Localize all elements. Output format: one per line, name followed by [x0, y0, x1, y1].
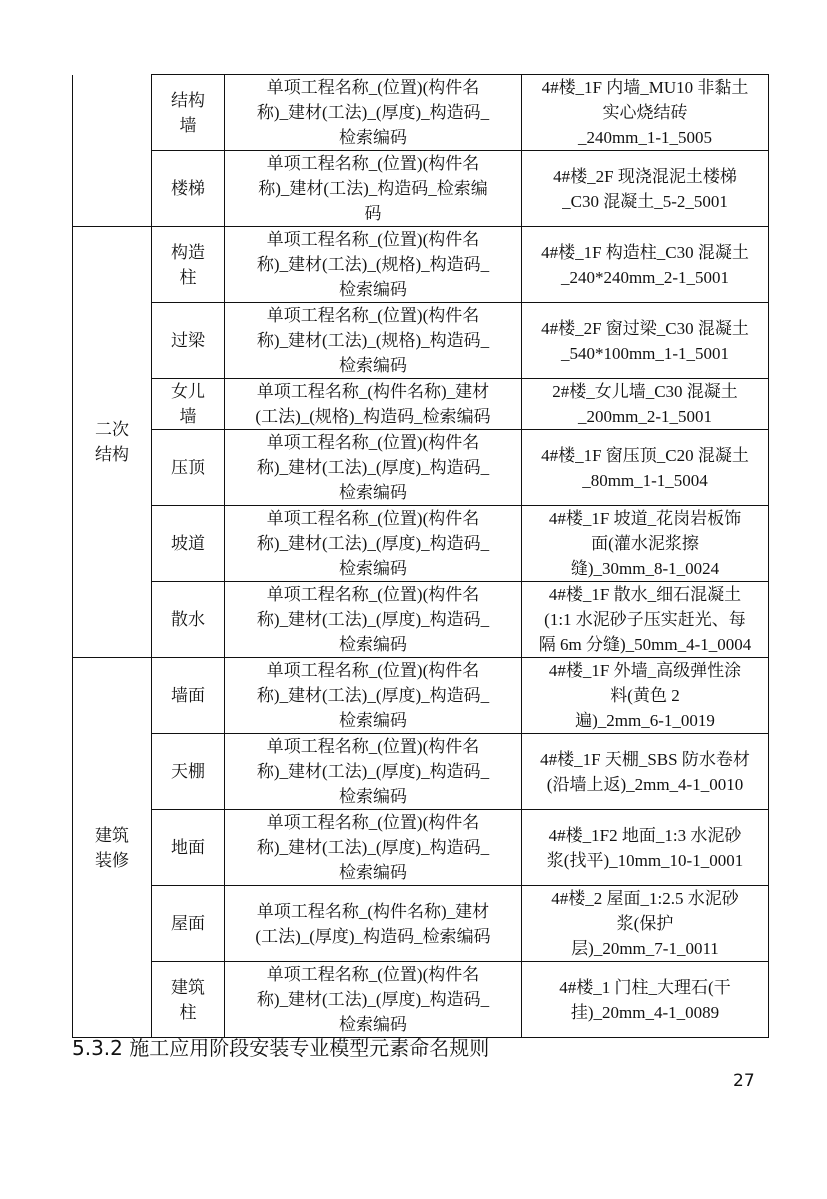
table-row: [73, 886, 769, 962]
example-cell: [522, 810, 769, 886]
element-cell-line: 柱: [179, 1002, 197, 1022]
element-cell-line: 坡道: [171, 534, 205, 553]
naming-rule-cell-line: (工法)_(规格)_构造码_检索编码: [255, 407, 491, 426]
naming-rule-cell: [225, 430, 522, 506]
section-heading: 5.3.2 施工应用阶段安装专业模型元素命名规则: [72, 1036, 490, 1060]
example-cell: [522, 303, 769, 379]
naming-rules-table: [72, 74, 769, 1038]
naming-rule-cell-line: 单项工程名称_(位置)(构件名: [266, 813, 480, 832]
example-cell-line: 2#楼_女儿墙_C30 混凝土: [552, 382, 738, 401]
category-cell-line: 结构: [95, 445, 129, 464]
example-cell-line: 4#楼_1F 外墙_高级弹性涂: [548, 661, 742, 680]
category-cell-line: 装修: [95, 850, 129, 870]
element-cell: [152, 151, 225, 227]
element-cell: [152, 734, 225, 810]
naming-rule-cell: [225, 734, 522, 810]
example-cell-line: 4#楼_1F 构造柱_C30 混凝土: [541, 242, 749, 262]
naming-rule-cell-line: 单项工程名称_(位置)(构件名: [266, 965, 480, 984]
naming-rule-cell-line: 检索编码: [339, 863, 407, 882]
example-cell: [522, 506, 769, 582]
naming-rule-cell-line: 称)_建材(工法)_构造码_检索编: [258, 179, 488, 198]
table-row: [73, 506, 769, 582]
example-cell: [522, 886, 769, 962]
example-cell-line: _540*100mm_1-1_5001: [560, 343, 730, 363]
category-cell: [73, 658, 152, 1038]
naming-rule-cell-line: 单项工程名称_(位置)(构件名: [266, 306, 480, 325]
element-cell-line: 楼梯: [171, 179, 205, 198]
element-cell: [152, 430, 225, 506]
category-cell-line: 二次: [95, 420, 129, 439]
naming-rule-cell: [225, 227, 522, 303]
element-cell-line: 散水: [171, 610, 205, 629]
example-cell-line: 4#楼_1F 散水_细石混凝土: [548, 585, 742, 604]
example-cell-line: 料(黄色 2: [610, 686, 680, 705]
naming-rule-cell-line: 称)_建材(工法)_(厚度)_构造码_: [256, 610, 490, 629]
table-row: [73, 227, 769, 303]
element-cell-line: 地面: [171, 838, 205, 857]
element-cell: [152, 582, 225, 658]
table-row: [73, 582, 769, 658]
naming-rule-cell-line: 检索编码: [339, 1015, 407, 1034]
naming-rule-cell-line: 检索编码: [339, 559, 407, 578]
naming-rule-cell-line: 检索编码: [339, 635, 407, 654]
element-cell: [152, 303, 225, 379]
table-row: [73, 734, 769, 810]
example-cell-line: _80mm_1-1_5004: [582, 470, 708, 490]
naming-rule-cell-line: 称)_建材(工法)_(厚度)_构造码_: [256, 762, 490, 781]
element-cell-line: 屋面: [171, 914, 205, 933]
naming-rule-cell-line: 单项工程名称_(位置)(构件名: [266, 509, 480, 528]
naming-rule-cell-line: 单项工程名称_(位置)(构件名: [266, 230, 480, 249]
naming-rule-cell: [225, 379, 522, 430]
example-cell-line: 4#楼_2F 窗过梁_C30 混凝土: [541, 318, 749, 338]
example-cell-line: 浆(保护: [616, 914, 674, 933]
naming-rule-cell-line: (工法)_(厚度)_构造码_检索编码: [255, 926, 491, 946]
page-number: 27: [733, 1071, 755, 1091]
example-cell: [522, 582, 769, 658]
naming-rule-cell: [225, 582, 522, 658]
naming-rule-cell: [225, 151, 522, 227]
table-row: [73, 303, 769, 379]
example-cell-line: 4#楼_1F2 地面_1:3 水泥砂: [548, 825, 742, 845]
example-cell-line: _240mm_1-1_5005: [577, 128, 713, 147]
element-cell-line: 构造: [171, 242, 205, 262]
naming-rule-cell: [225, 303, 522, 379]
example-cell: [522, 151, 769, 227]
naming-rule-cell-line: 称)_建材(工法)_(厚度)_构造码_: [256, 534, 490, 553]
naming-rule-cell-line: 检索编码: [339, 711, 407, 730]
naming-rule-cell: [225, 506, 522, 582]
element-cell: [152, 658, 225, 734]
naming-rule-cell-line: 称)_建材(工法)_(规格)_构造码_: [256, 255, 490, 274]
element-cell-line: 墙面: [171, 686, 205, 705]
element-cell-line: 墙: [179, 115, 197, 135]
naming-rule-cell-line: 称)_建材(工法)_(厚度)_构造码_: [256, 686, 490, 705]
category-cell: [73, 227, 152, 658]
example-cell-line: 4#楼_1F 内墙_MU10 非黏土: [541, 78, 749, 97]
naming-rule-cell-line: 检索编码: [339, 787, 407, 806]
naming-rule-cell-line: 检索编码: [339, 483, 407, 502]
naming-rule-cell-line: 单项工程名称_(位置)(构件名: [266, 585, 480, 604]
example-cell-line: 4#楼_1F 坡道_花岗岩板饰: [548, 509, 742, 528]
example-cell: [522, 962, 769, 1038]
example-cell: [522, 75, 769, 151]
example-cell-line: (1:1 水泥砂子压实赶光、每: [544, 610, 746, 629]
naming-rule-cell-line: 码: [364, 204, 382, 223]
element-cell: [152, 379, 225, 430]
example-cell-line: 4#楼_2F 现浇混泥土楼梯: [553, 166, 737, 186]
example-cell: [522, 430, 769, 506]
example-cell-line: 缝)_30mm_8-1_0024: [570, 559, 720, 578]
example-cell-line: (沿墙上返)_2mm_4-1_0010: [546, 774, 744, 794]
example-cell-line: _C30 混凝土_5-2_5001: [562, 191, 728, 211]
naming-rule-cell: [225, 75, 522, 151]
table-row: [73, 962, 769, 1038]
naming-rule-cell-line: 单项工程名称_(位置)(构件名: [266, 78, 480, 97]
table-row: [73, 379, 769, 430]
naming-rule-cell-line: 单项工程名称_(构件名称)_建材: [256, 901, 490, 921]
naming-rule-cell: [225, 886, 522, 962]
element-cell-line: 结构: [171, 90, 205, 110]
element-cell-line: 柱: [179, 267, 197, 287]
example-cell-line: 面(灌水泥浆擦: [591, 534, 699, 553]
example-cell: [522, 227, 769, 303]
element-cell-line: 过梁: [171, 331, 205, 350]
example-cell-line: 隔 6m 分缝)_50mm_4-1_0004: [538, 635, 752, 654]
example-cell-line: _240*240mm_2-1_5001: [560, 267, 730, 287]
naming-rule-cell: [225, 810, 522, 886]
table-row: [73, 658, 769, 734]
element-cell-line: 建筑: [171, 977, 205, 997]
naming-rule-cell-line: 检索编码: [339, 356, 407, 375]
element-cell: [152, 227, 225, 303]
naming-rule-cell-line: 称)_建材(工法)_(厚度)_构造码_: [256, 838, 490, 857]
naming-rule-cell-line: 称)_建材(工法)_(厚度)_构造码_: [256, 990, 490, 1009]
naming-rule-cell-line: 检索编码: [339, 128, 407, 147]
table-row: [73, 810, 769, 886]
naming-rule-cell-line: 称)_建材(工法)_(规格)_构造码_: [256, 331, 490, 350]
naming-rule-cell: [225, 658, 522, 734]
naming-rule-cell-line: 检索编码: [339, 280, 407, 299]
example-cell-line: 挂)_20mm_4-1_0089: [570, 1002, 720, 1022]
example-cell-line: 4#楼_1F 窗压顶_C20 混凝土: [541, 445, 749, 465]
example-cell-line: 4#楼_2 屋面_1:2.5 水泥砂: [551, 889, 739, 908]
table-row: [73, 75, 769, 151]
table-row: [73, 430, 769, 506]
element-cell-line: 墙: [179, 407, 197, 426]
element-cell-line: 压顶: [171, 458, 205, 477]
example-cell-line: _200mm_2-1_5001: [577, 407, 713, 426]
example-cell: [522, 379, 769, 430]
naming-rule-cell-line: 称)_建材(工法)_(厚度)_构造码_: [256, 458, 490, 477]
table-row: [73, 151, 769, 227]
example-cell-line: 实心烧结砖: [602, 103, 688, 122]
element-cell: [152, 506, 225, 582]
example-cell-line: 4#楼_1F 天棚_SBS 防水卷材: [540, 749, 750, 769]
example-cell: [522, 734, 769, 810]
example-cell: [522, 658, 769, 734]
naming-rule-cell-line: 单项工程名称_(位置)(构件名: [266, 737, 480, 756]
example-cell-line: 遍)_2mm_6-1_0019: [575, 711, 715, 730]
element-cell: [152, 886, 225, 962]
example-cell-line: 4#楼_1 门柱_大理石(干: [559, 977, 731, 997]
naming-rule-cell-line: 单项工程名称_(构件名称)_建材: [256, 382, 490, 401]
element-cell: [152, 75, 225, 151]
naming-rule-cell-line: 单项工程名称_(位置)(构件名: [266, 433, 480, 452]
example-cell-line: 层)_20mm_7-1_0011: [571, 939, 719, 958]
element-cell: [152, 962, 225, 1038]
element-cell: [152, 810, 225, 886]
element-cell-line: 女儿: [171, 382, 205, 401]
naming-rule-cell-line: 称)_建材(工法)_(厚度)_构造码_: [256, 103, 490, 122]
naming-rule-cell-line: 单项工程名称_(位置)(构件名: [266, 154, 480, 173]
naming-rule-cell: [225, 962, 522, 1038]
naming-rule-cell-line: 单项工程名称_(位置)(构件名: [266, 661, 480, 680]
category-cell: [73, 75, 152, 227]
element-cell-line: 天棚: [171, 762, 205, 781]
category-cell-line: 建筑: [95, 825, 129, 845]
example-cell-line: 浆(找平)_10mm_10-1_0001: [546, 850, 744, 870]
